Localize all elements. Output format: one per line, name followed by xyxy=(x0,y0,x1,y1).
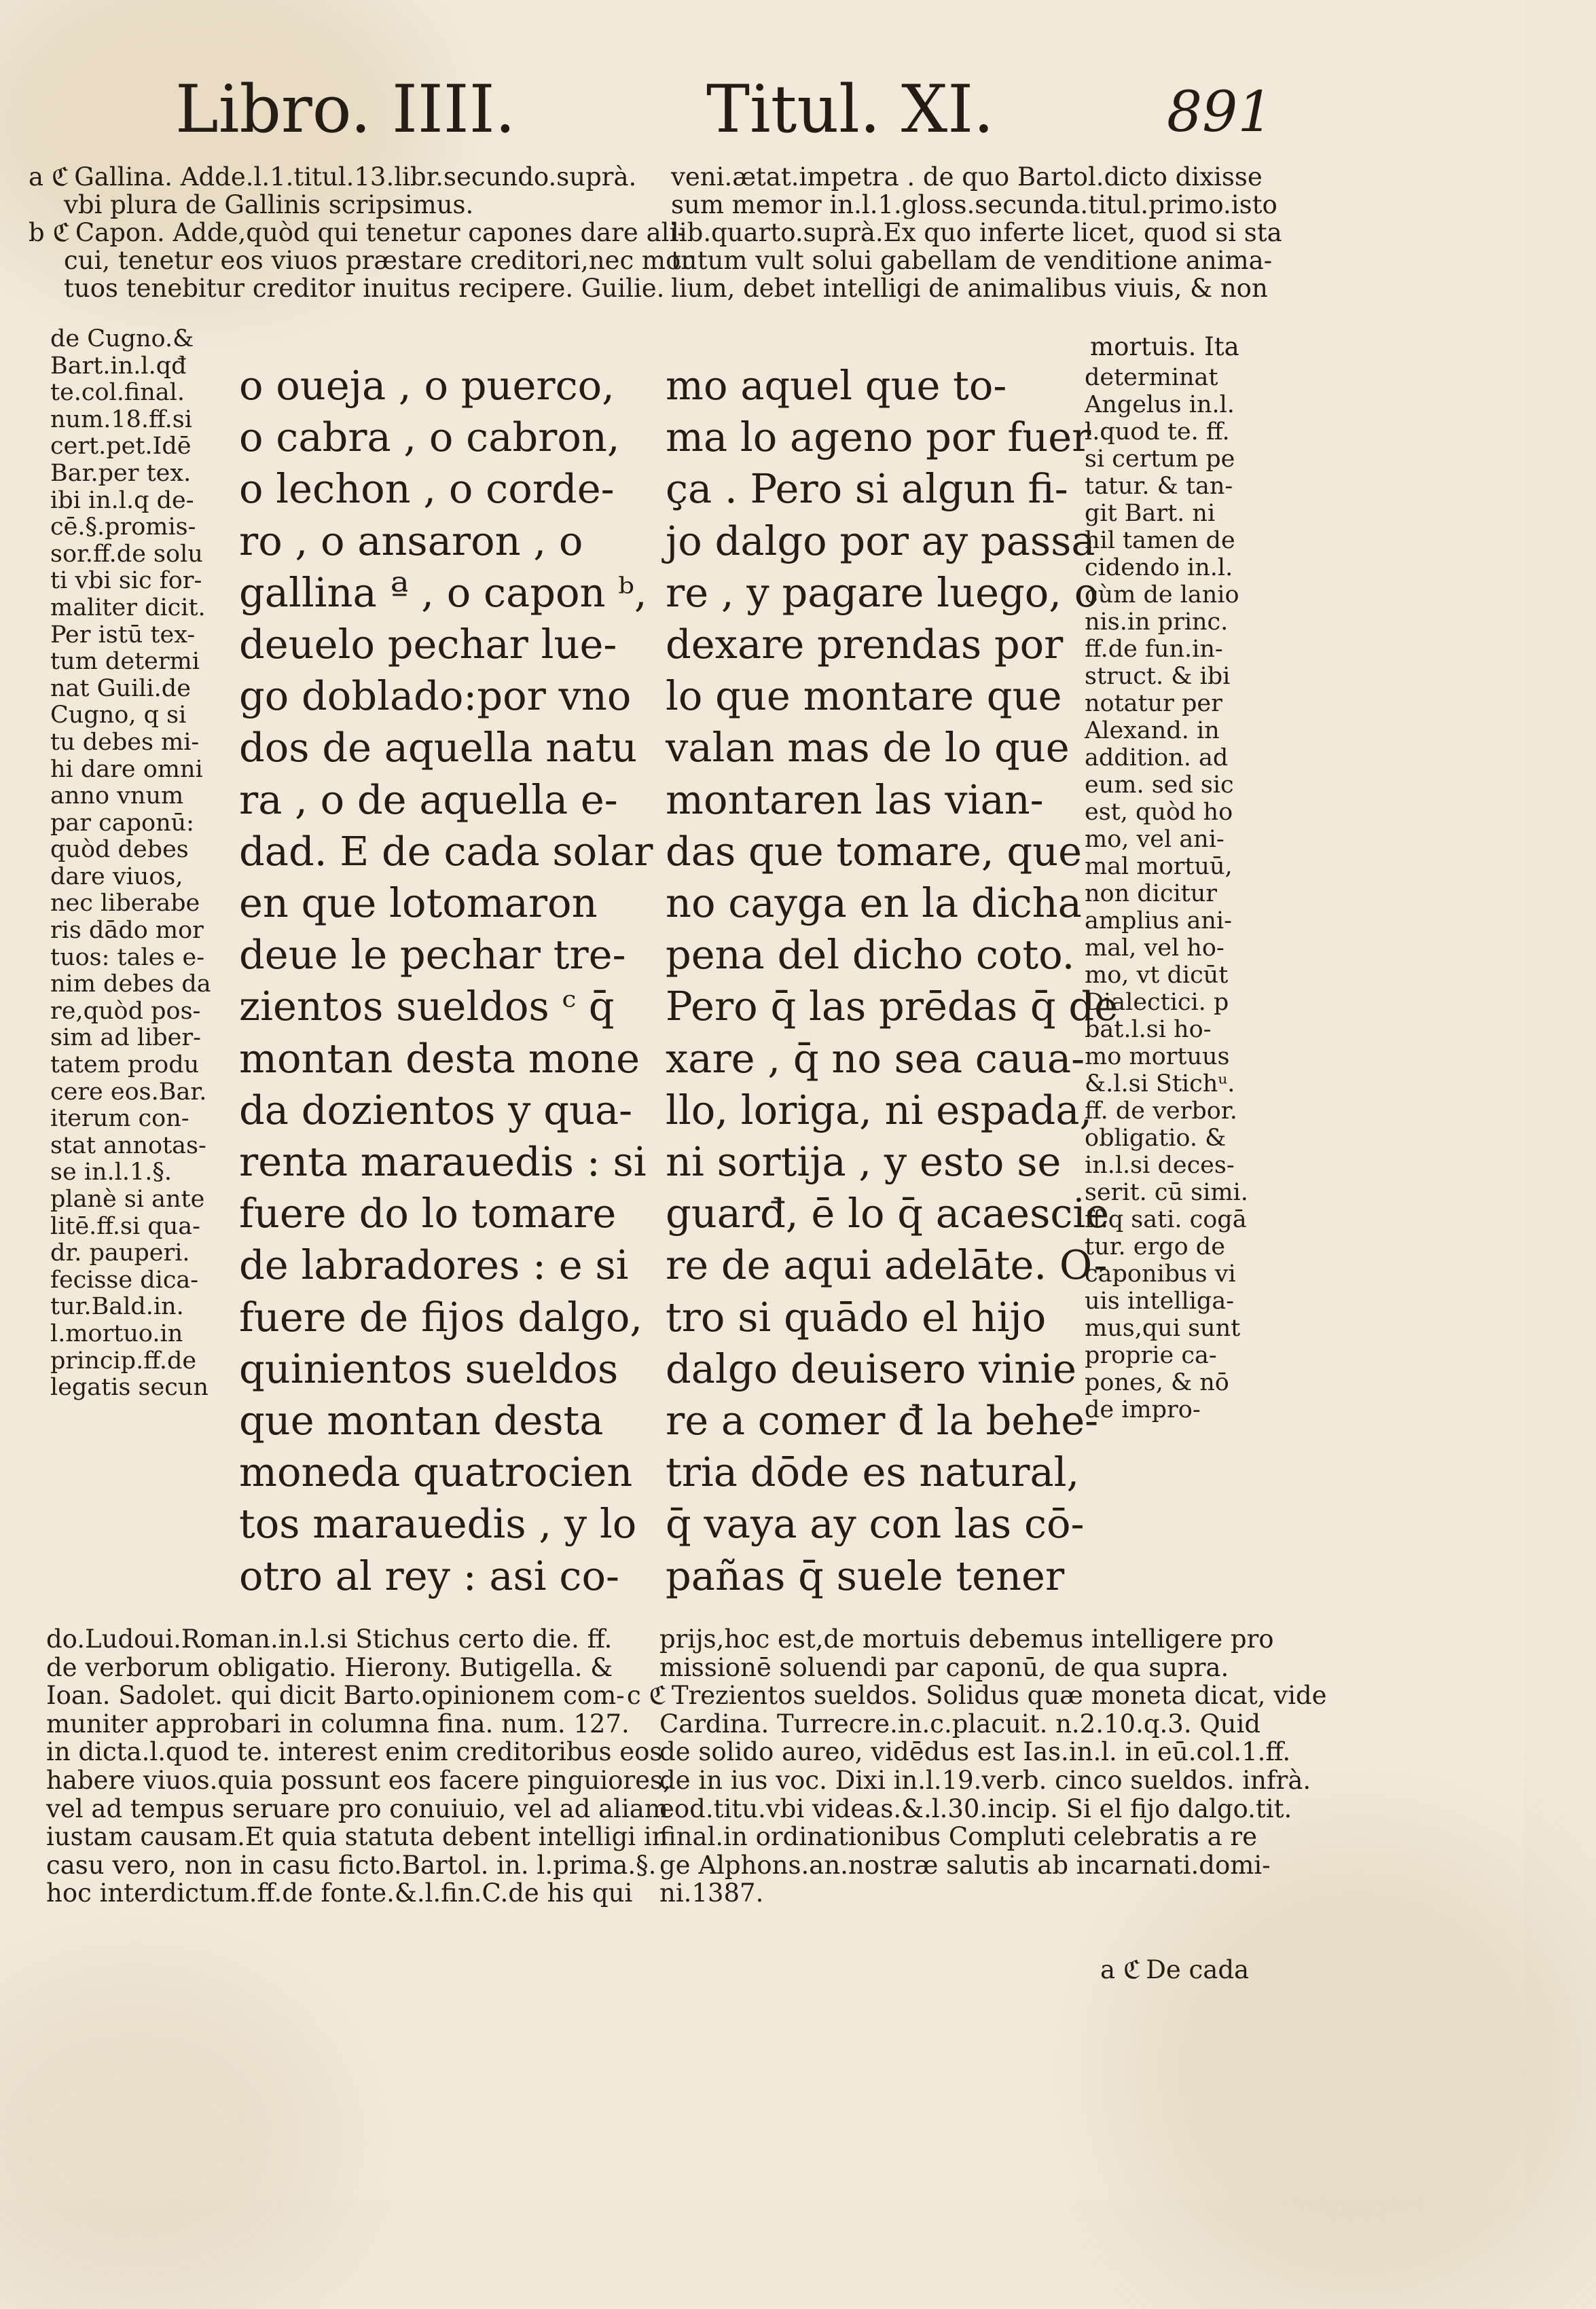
note-line: b ℭ Capon. Adde,quòd qui tenetur capones dare ali- xyxy=(29,218,686,247)
note-line: de in ius voc. Dixi in.l.19.verb. cinco sueldos. infrà. xyxy=(659,1765,1311,1795)
gloss-line: Dialectici. p xyxy=(1085,989,1229,1016)
text-line: fuere de fijos dalgo, xyxy=(239,1293,643,1341)
text-line: ro , o ansaron , o xyxy=(239,517,583,564)
note-line: do.Ludoui.Roman.in.l.si Stichus certo die. ff. xyxy=(46,1624,613,1654)
text-line: re a comer đ la behe- xyxy=(666,1397,1099,1444)
gloss-line: l.quod te. ff. xyxy=(1085,418,1230,446)
text-line: dad. E de cada solar xyxy=(239,827,653,875)
text-line: o cabra , o cabron, xyxy=(239,414,620,461)
gloss-line: ff. de verbor. xyxy=(1085,1097,1237,1125)
gloss-line: mo, vel ani- xyxy=(1085,826,1225,853)
gloss-line: legatis secun xyxy=(50,1374,208,1402)
paper-stain xyxy=(0,1969,340,2309)
text-line: ra , o de aquella e- xyxy=(239,776,618,823)
gloss-line: non dicitur xyxy=(1085,880,1218,907)
gloss-line: ris dādo mor xyxy=(50,917,204,945)
text-line: jo dalgo por ay passa xyxy=(666,517,1095,564)
gloss-line: tur. ergo de xyxy=(1085,1233,1225,1260)
note-line: final.in ordinationibus Compluti celebratis a re xyxy=(659,1822,1257,1852)
text-line: en que lotomaron xyxy=(239,879,598,927)
gloss-line: obligatio. & xyxy=(1085,1125,1227,1152)
gloss-line: nis.in princ. xyxy=(1085,608,1229,636)
text-line: re de aqui adelāte. O- xyxy=(666,1241,1108,1289)
gloss-line: Alexand. in xyxy=(1085,717,1220,744)
text-line: dalgo deuisero vinie xyxy=(666,1345,1077,1392)
main-text-column-1 xyxy=(239,360,653,1602)
gloss-line: ibi in.l.q de- xyxy=(50,486,194,514)
text-line: re , y pagare luego, o xyxy=(666,568,1099,616)
note-line: muniter approbari in columna fina. num. 127. xyxy=(46,1709,630,1739)
note-line: habere viuos.quia possunt eos facere pinguiores, xyxy=(46,1765,671,1795)
page-number: 891 xyxy=(1167,80,1273,145)
text-line: ça . Pero si algun fi- xyxy=(666,465,1068,513)
margin-right-gloss xyxy=(1085,364,1288,1423)
text-line: moneda quatrocien xyxy=(239,1449,633,1496)
gloss-line: cē.§.promis- xyxy=(50,513,196,541)
header-title: Titul. XI. xyxy=(706,71,994,147)
catchword: a ℭ De cada xyxy=(1100,1955,1250,1984)
notes-top-right xyxy=(671,163,1282,302)
gloss-line: &.l.si Stichᵘ. xyxy=(1085,1070,1235,1097)
gloss-line: re,quòd pos- xyxy=(50,997,201,1025)
gloss-line: tatem produ xyxy=(50,1051,200,1079)
running-header xyxy=(0,65,1524,153)
note-line: Cardina. Turrecre.in.c.placuit. n.2.10.q.3. Quid xyxy=(659,1709,1261,1739)
gloss-line: ff.q sati. cogā xyxy=(1085,1206,1247,1233)
gloss-line: tur.Bald.in. xyxy=(50,1293,184,1321)
gloss-line: planè si ante xyxy=(50,1186,205,1213)
gloss-line: tatur. & tan- xyxy=(1085,473,1233,500)
gloss-line: se in.l.1.§. xyxy=(50,1159,172,1186)
text-line: lo que montare que xyxy=(666,672,1062,720)
text-line: deuelo pechar lue- xyxy=(239,621,617,668)
text-line: gallina ª , o capon ᵇ, xyxy=(239,568,647,616)
gloss-line: nec liberabe xyxy=(50,890,200,917)
gloss-line: eum. sed sic xyxy=(1085,771,1234,799)
note-line: vel ad tempus seruare pro conuiuio, vel ad aliam xyxy=(46,1794,668,1823)
gloss-line: mo, vt dicūt xyxy=(1085,962,1229,989)
gloss-line: mal mortuū, xyxy=(1085,853,1233,880)
text-line: dexare prendas por xyxy=(666,621,1064,668)
gloss-line: git Bart. ni xyxy=(1085,500,1216,527)
note-line: a ℭ Gallina. Adde.l.1.titul.13.libr.secundo.suprà. xyxy=(29,162,637,192)
text-line: quinientos sueldos xyxy=(239,1345,619,1392)
main-text-column-2 xyxy=(666,360,1119,1602)
gloss-line: anno vnum xyxy=(50,782,184,810)
gloss-line: sor.ff.de solu xyxy=(50,540,203,568)
text-line: pañas q̄ suele tener xyxy=(666,1552,1065,1599)
text-line: que montan desta xyxy=(239,1397,604,1444)
gloss-line: l.mortuo.in xyxy=(50,1320,183,1347)
text-line: renta marauedis : si xyxy=(239,1138,647,1186)
text-line: das que tomare, que xyxy=(666,827,1083,875)
gloss-line: de impro- xyxy=(1085,1396,1201,1423)
text-line: llo, loriga, ni espada, xyxy=(666,1086,1093,1133)
gloss-line: serit. cū simi. xyxy=(1085,1179,1248,1206)
text-line: ni sortija , y esto se xyxy=(666,1138,1062,1186)
text-line: o lechon , o corde- xyxy=(239,465,615,513)
note-line: c ℭ Trezientos sueldos. Solidus quæ moneta dicat, vide xyxy=(627,1681,1327,1711)
note-line: casu vero, non in casu ficto.Bartol. in. l.prima.§. xyxy=(46,1850,657,1880)
notes-bottom-right xyxy=(627,1624,1327,1908)
note-line: lib.quarto.suprà.Ex quo inferte licet, quod si sta xyxy=(671,218,1282,247)
gloss-line: nat Guili.de xyxy=(50,674,191,702)
gloss-line: maliter dicit. xyxy=(50,594,206,621)
note-line: Ioan. Sadolet. qui dicit Barto.opinionem com- xyxy=(46,1681,625,1711)
note-line: prijs,hoc est,de mortuis debemus intelligere pro xyxy=(659,1624,1274,1654)
note-line: tuos tenebitur creditor inuitus recipere. Guilie. xyxy=(64,274,665,303)
gloss-line: si certum pe xyxy=(1085,446,1235,473)
note-line: lium, debet intelligi de animalibus viuis, & non xyxy=(671,274,1268,303)
note-line: veni.ætat.impetra . de quo Bartol.dicto dixisse xyxy=(671,162,1263,192)
text-line: da dozientos y qua- xyxy=(239,1086,633,1133)
text-line: Pero q̄ las prēdas q̄ de xyxy=(666,983,1119,1030)
text-line: ma lo ageno por fuer xyxy=(666,414,1091,461)
gloss-line: mal, vel ho- xyxy=(1085,934,1225,962)
gloss-line: quòd debes xyxy=(50,836,189,864)
notes-top-left xyxy=(29,162,693,303)
note-line: iustam causam.Et quia statuta debent intelligi in xyxy=(46,1822,668,1852)
note-line: cui, tenetur eos viuos præstare creditori,nec mor xyxy=(64,246,693,275)
gloss-line: Bart.in.l.qđ xyxy=(50,352,187,380)
text-line: tro si quādo el hijo xyxy=(666,1293,1047,1341)
gloss-line: stat annotas- xyxy=(50,1131,206,1159)
gloss-line: hi dare omni xyxy=(50,755,203,783)
gloss-line: Per istū tex- xyxy=(50,621,196,649)
gloss-line: princip.ff.de xyxy=(50,1347,197,1375)
gloss-line: num.18.ff.si xyxy=(50,405,192,433)
gloss-line: dare viuos, xyxy=(50,862,183,890)
text-line: go doblado:por vno xyxy=(239,672,632,720)
note-line: ge Alphons.an.nostræ salutis ab incarnati.domi- xyxy=(659,1850,1271,1880)
gloss-line: nim debes da xyxy=(50,970,211,998)
gloss-line: ti vbi sic for- xyxy=(50,567,202,595)
gloss-line: Angelus in.l. xyxy=(1085,391,1235,418)
text-line: tria dōde es natural, xyxy=(666,1449,1080,1496)
text-line: no cayga en la dicha xyxy=(666,879,1082,927)
text-line: dos de aquella natu xyxy=(239,724,638,771)
gloss-line: bat.l.si ho- xyxy=(1085,1016,1212,1043)
text-line: pena del dicho coto. xyxy=(666,931,1075,979)
gloss-line: fecisse dica- xyxy=(50,1266,199,1294)
text-line: tos marauedis , y lo xyxy=(239,1500,637,1548)
gloss-line: cidendo in.l. xyxy=(1085,554,1233,581)
gloss-line: in.l.si deces- xyxy=(1085,1152,1235,1179)
note-line: eod.titu.vbi videas.&.l.30.incip. Si el fijo dalgo.tit. xyxy=(659,1794,1292,1823)
note-line: ni.1387. xyxy=(659,1878,764,1908)
text-line: xare , q̄ no sea caua- xyxy=(666,1034,1085,1082)
gloss-line: est, quòd ho xyxy=(1085,799,1233,826)
gloss-line: determinat xyxy=(1085,364,1218,391)
gloss-line: tum determi xyxy=(50,648,200,676)
margin-left-gloss xyxy=(50,326,213,1402)
gloss-line: proprie ca- xyxy=(1085,1342,1217,1369)
gloss-line: par caponū: xyxy=(50,809,194,837)
gloss-line: ff.de fun.in- xyxy=(1085,636,1223,663)
text-line: montan desta mone xyxy=(239,1034,640,1082)
gloss-line: tuos: tales e- xyxy=(50,943,205,971)
gloss-line: hil tamen de xyxy=(1085,527,1235,554)
notes-bottom-left xyxy=(46,1624,671,1908)
gloss-line: Bar.per tex. xyxy=(50,459,192,487)
gloss-line: iterum con- xyxy=(50,1105,189,1133)
note-line: sum memor in.l.1.gloss.secunda.titul.primo.isto xyxy=(671,190,1277,219)
note-line: mortuis. Ita xyxy=(1090,332,1239,361)
text-line: guarđ, ē lo q̄ acaescie xyxy=(666,1190,1110,1237)
text-line: de labradores : e si xyxy=(239,1241,629,1289)
text-line: otro al rey : asi co- xyxy=(239,1552,619,1599)
text-line: montaren las vian- xyxy=(666,776,1044,823)
gloss-line: mo mortuus xyxy=(1085,1043,1230,1070)
text-line: zientos sueldos ᶜ q̄ xyxy=(239,983,615,1030)
gloss-line: amplius ani- xyxy=(1085,907,1232,934)
gloss-line: tu debes mi- xyxy=(50,728,200,756)
gloss-line: cere eos.Bar. xyxy=(50,1078,207,1106)
note-line: in dicta.l.quod te. interest enim creditoribus eos xyxy=(46,1737,663,1767)
gloss-line: caponibus vi xyxy=(1085,1260,1236,1288)
gloss-line: dr. pauperi. xyxy=(50,1239,190,1267)
text-line: mo aquel que to- xyxy=(666,362,1007,409)
gloss-line: Cugno, q si xyxy=(50,702,187,729)
note-line: missionē soluendi par caponū, de qua supra. xyxy=(659,1652,1229,1682)
gloss-line: struct. & ibi xyxy=(1085,663,1231,690)
note-line: hoc interdictum.ff.de fonte.&.l.fin.C.de his qui xyxy=(46,1878,633,1908)
gloss-line: notatur per xyxy=(1085,690,1222,717)
gloss-line: litē.ff.si qua- xyxy=(50,1212,200,1240)
gloss-line: addition. ad xyxy=(1085,744,1229,771)
text-line: o oueja , o puerco, xyxy=(239,362,615,409)
gloss-line: de Cugno.& xyxy=(50,325,194,352)
note-line: vbi plura de Gallinis scripsimus. xyxy=(64,190,474,219)
text-line: deue le pechar tre- xyxy=(239,931,626,979)
text-line: valan mas de lo que xyxy=(666,724,1070,771)
text-line: fuere do lo tomare xyxy=(239,1190,617,1237)
note-line: de verborum obligatio. Hierony. Butigella. & xyxy=(46,1652,613,1682)
note-line: tutum vult solui gabellam de venditione anima- xyxy=(671,246,1273,275)
gloss-line: te.col.final. xyxy=(50,379,185,407)
note-line: de solido aureo, vidēdus est Ias.in.l. in eū.col.1.ff. xyxy=(659,1737,1291,1767)
gloss-line: sim ad liber- xyxy=(50,1024,201,1052)
gloss-line: uis intelliga- xyxy=(1085,1288,1235,1315)
text-line: q̄ vaya ay con las cō- xyxy=(666,1500,1085,1548)
gloss-line: pones, & nō xyxy=(1085,1369,1229,1396)
gloss-line: cert.pet.Idē xyxy=(50,433,192,460)
gloss-line: cùm de lanio xyxy=(1085,581,1239,608)
header-book: Libro. IIII. xyxy=(175,71,516,147)
gloss-line: mus,qui sunt xyxy=(1085,1315,1241,1342)
